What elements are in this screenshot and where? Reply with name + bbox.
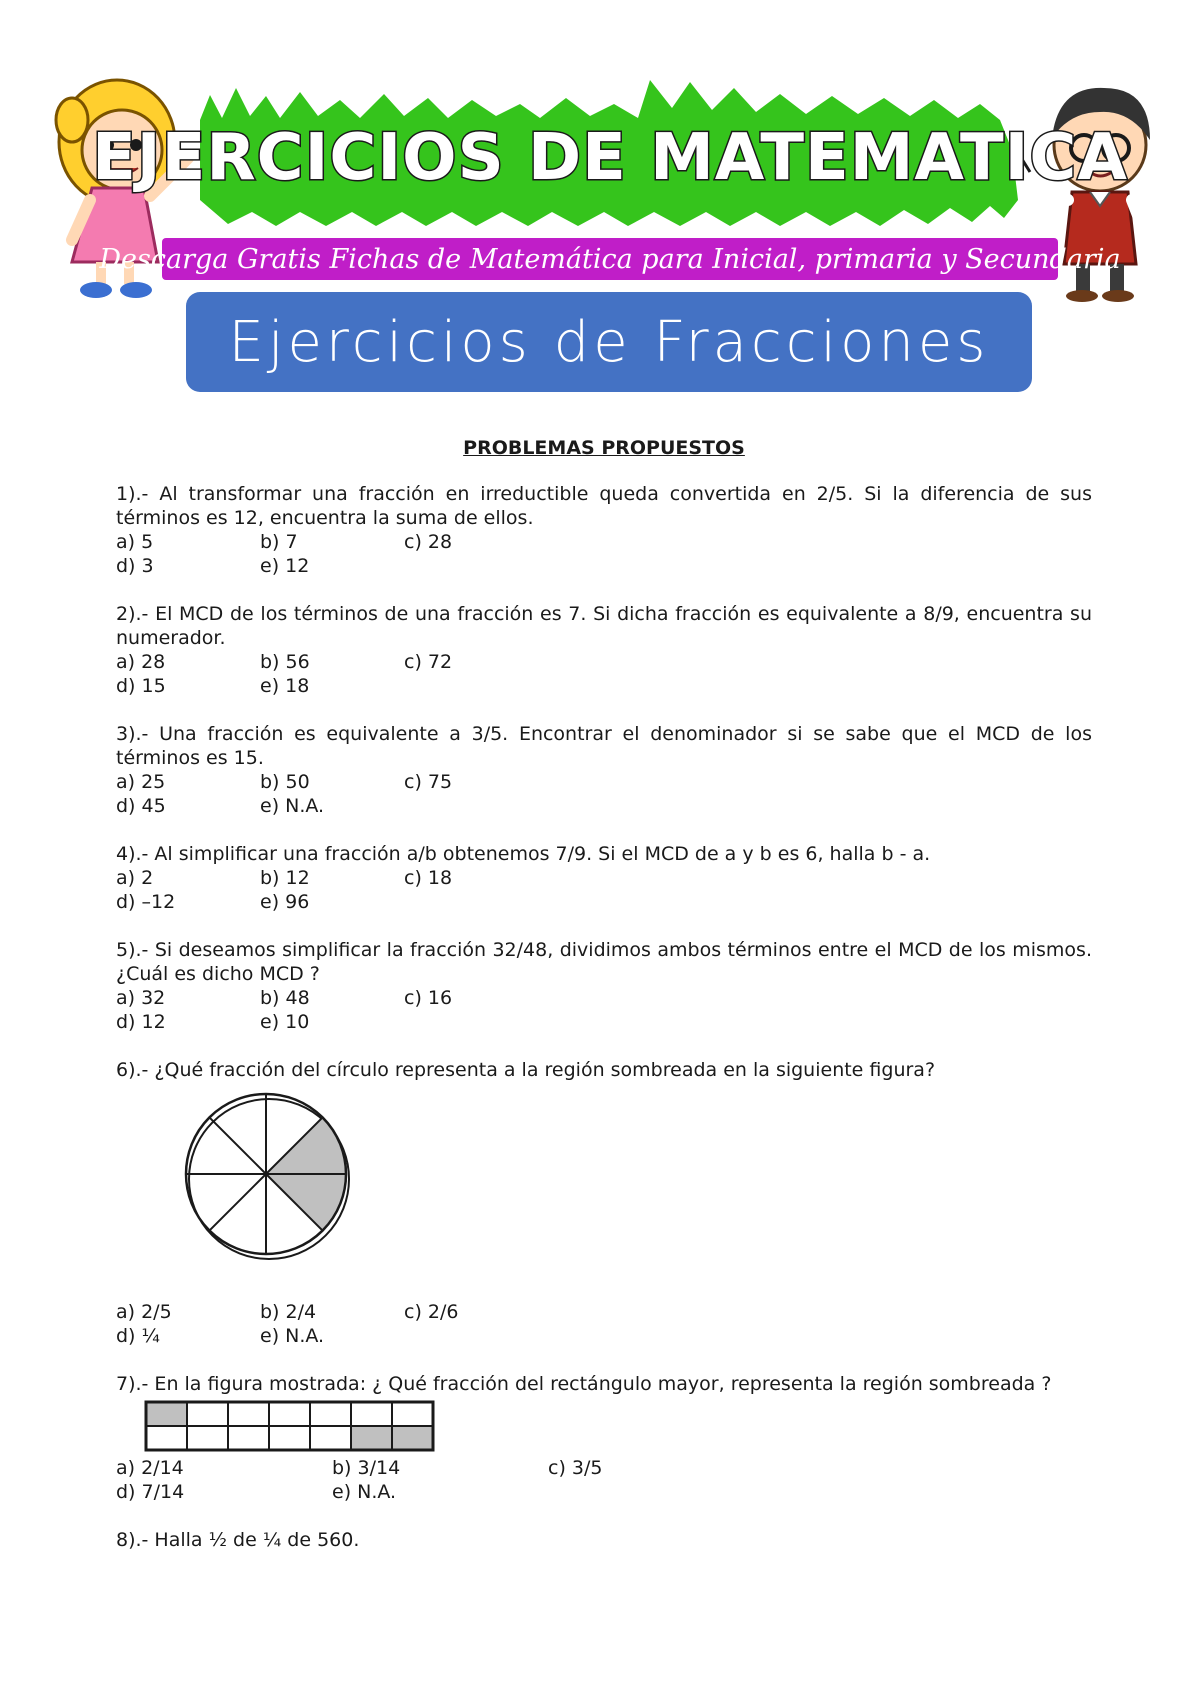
- grid-cell-shaded: [392, 1426, 433, 1450]
- problem-statement: 6).- ¿Qué fracción del círculo representa a la región sombreada en la siguiente figura?: [116, 1059, 936, 1081]
- problem-statement: 7).- En la figura mostrada: ¿ Qué fracción del rectángulo mayor, representa la región sombreada ?: [116, 1373, 1052, 1395]
- option-e: e) N.A.: [260, 795, 325, 817]
- sector-divider: [209, 1117, 266, 1174]
- option-c: c) 16: [404, 987, 453, 1009]
- section-heading: PROBLEMAS PROPUESTOS: [463, 437, 745, 459]
- answer-options: [116, 1456, 1092, 1504]
- answer-options: [116, 650, 1092, 698]
- worksheet-title-box: [186, 292, 1032, 392]
- option-e: e) 12: [260, 555, 310, 577]
- shaded-sector: [266, 1117, 346, 1174]
- sector-divider: [209, 1174, 266, 1231]
- option-c: c) 3/5: [548, 1457, 603, 1479]
- option-c: c) 18: [404, 867, 453, 889]
- option-d: d) –12: [116, 891, 176, 913]
- option-d: d) 12: [116, 1011, 166, 1033]
- grid-cell: [269, 1426, 310, 1450]
- option-e: e) 18: [260, 675, 310, 697]
- option-a: a) 25: [116, 771, 166, 793]
- problem-statement: 4).- Al simplificar una fracción a/b obtenemos 7/9. Si el MCD de a y b es 6, halla b - a.: [116, 843, 931, 865]
- worksheet-title: Ejercicios de Fracciones: [228, 309, 990, 375]
- problem-2: [116, 602, 1092, 698]
- option-e: e) N.A.: [260, 1325, 325, 1347]
- grid-cell: [228, 1426, 269, 1450]
- problem-statement: 1).- Al transformar una fracción en irreductible queda convertida en 2/5. Si la diferencia de sus términos es 12, encuentra la suma de ellos.: [116, 483, 1092, 529]
- answer-options: [116, 530, 1092, 578]
- problem-7: [116, 1372, 1092, 1504]
- option-b: b) 56: [260, 651, 310, 673]
- option-e: e) 10: [260, 1011, 310, 1033]
- worksheet-content: [116, 436, 1092, 1576]
- option-d: d) 15: [116, 675, 166, 697]
- option-a: a) 5: [116, 531, 154, 553]
- problem-statement: 5).- Si deseamos simplificar la fracción 32/48, dividimos ambos términos entre el MCD de los mismos. ¿Cuál es dicho MCD ?: [116, 939, 1092, 985]
- subtitle-ribbon: [99, 238, 1121, 280]
- problem-8: [116, 1528, 1092, 1552]
- option-e: e) 96: [260, 891, 310, 913]
- option-b: b) 12: [260, 867, 310, 889]
- answer-options: [116, 866, 1092, 914]
- answer-options: [116, 770, 1092, 818]
- option-d: d) 3: [116, 555, 154, 577]
- option-a: a) 2/14: [116, 1457, 184, 1479]
- grid-cell: [310, 1402, 351, 1426]
- option-b: b) 2/4: [260, 1301, 317, 1323]
- option-d: d) ¼: [116, 1325, 160, 1347]
- option-a: a) 2/5: [116, 1301, 172, 1323]
- problem-6: [116, 1058, 1092, 1348]
- option-a: a) 28: [116, 651, 166, 673]
- grid-cell: [269, 1402, 310, 1426]
- option-a: a) 2: [116, 867, 154, 889]
- grid-cell: [228, 1402, 269, 1426]
- answer-options: [116, 986, 1092, 1034]
- subtitle-ribbon-text: Descarga Gratis Fichas de Matemática para Inicial, primaria y Secundaria: [99, 243, 1121, 275]
- option-c: c) 28: [404, 531, 453, 553]
- logo-title: [92, 108, 1128, 208]
- option-c: c) 75: [404, 771, 453, 793]
- problem-3: [116, 722, 1092, 818]
- option-b: b) 50: [260, 771, 310, 793]
- grid-cell: [310, 1426, 351, 1450]
- option-c: c) 2/6: [404, 1301, 459, 1323]
- option-c: c) 72: [404, 651, 453, 673]
- problem-4: [116, 842, 1092, 914]
- answer-options: [116, 1300, 1092, 1348]
- problem-statement: 8).- Halla ½ de ¼ de 560.: [116, 1529, 360, 1551]
- grid-cell: [351, 1402, 392, 1426]
- option-b: b) 3/14: [332, 1457, 401, 1479]
- problem-statement: 2).- El MCD de los términos de una fracción es 7. Si dicha fracción es equivalente a 8/9, encuentra su numerador.: [116, 603, 1092, 649]
- grid-cell: [392, 1402, 433, 1426]
- problem-5: [116, 938, 1092, 1034]
- grid-cell: [187, 1402, 228, 1426]
- grid-cell: [187, 1426, 228, 1450]
- option-a: a) 32: [116, 987, 166, 1009]
- shaded-sector: [266, 1174, 346, 1231]
- option-b: b) 48: [260, 987, 310, 1009]
- option-e: e) N.A.: [332, 1481, 397, 1503]
- option-d: d) 7/14: [116, 1481, 185, 1503]
- circle-fraction-figure: [116, 1082, 416, 1300]
- rectangle-fraction-figure: [116, 1396, 436, 1456]
- problem-1: [116, 482, 1092, 578]
- grid-cell: [146, 1426, 187, 1450]
- option-d: d) 45: [116, 795, 166, 817]
- option-b: b) 7: [260, 531, 298, 553]
- grid-cell-shaded: [351, 1426, 392, 1450]
- grid-cell-shaded: [146, 1402, 187, 1426]
- logo-title-text: EJERCICIOS DE MATEMATICA: [92, 121, 1128, 195]
- problem-statement: 3).- Una fracción es equivalente a 3/5. Encontrar el denominador si se sabe que el MCD de los términos es 15.: [116, 723, 1092, 769]
